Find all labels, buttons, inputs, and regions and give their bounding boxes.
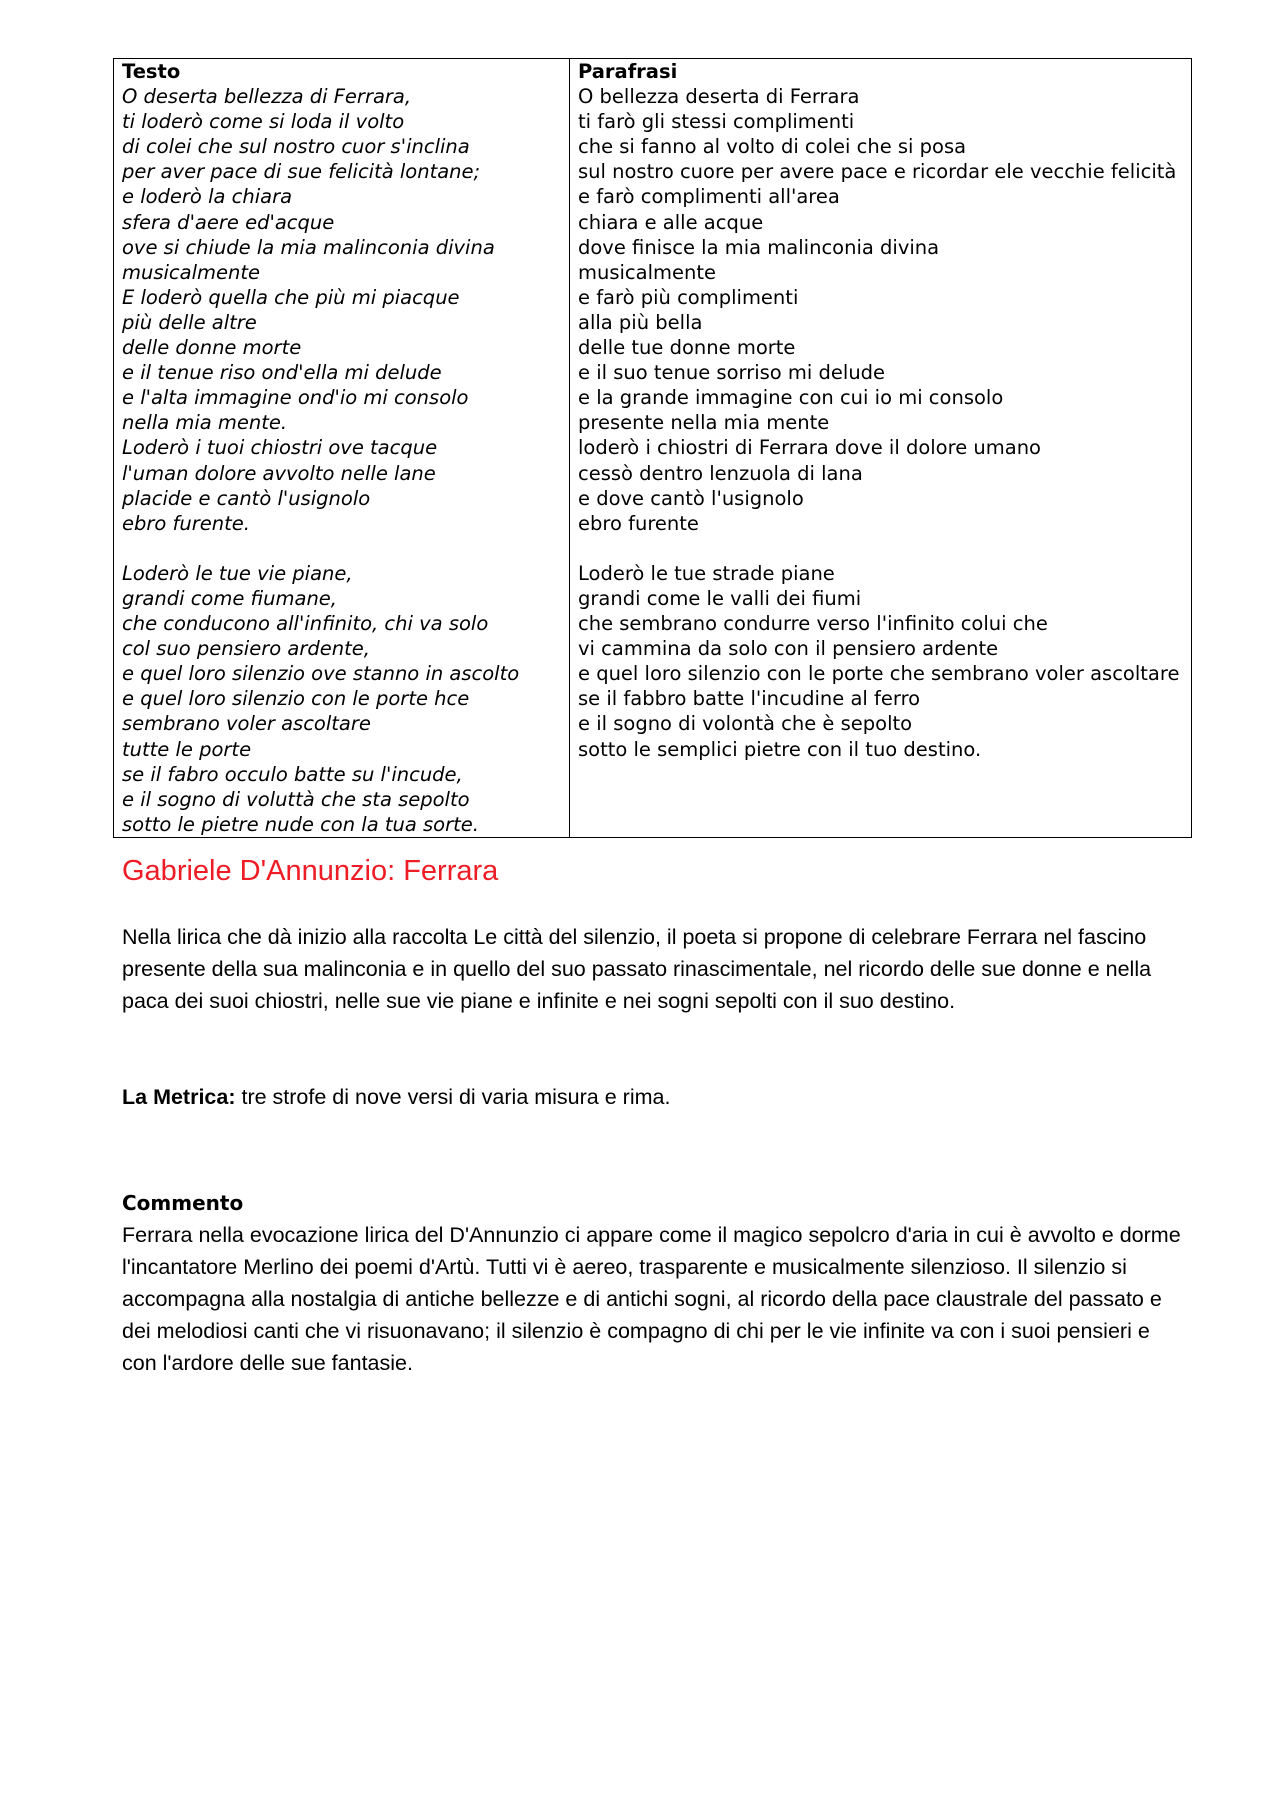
verse-line: E loderò quella che più mi piacque (122, 285, 460, 309)
verse-line: col suo pensiero ardente, (122, 637, 370, 661)
verse-line: Loderò le tue strade piane (578, 561, 835, 585)
verse-line: e quel loro silenzio con le porte hce (122, 687, 470, 711)
verse-line: ti loderò come si loda il volto (122, 110, 405, 134)
verse-line: Loderò le tue vie piane, (122, 561, 353, 585)
verse-line: placide e cantò l'usignolo (122, 486, 371, 510)
verse-line: cessò dentro lenzuola di lana (578, 461, 863, 485)
testo-column (114, 59, 570, 838)
parafrasi-lines (578, 84, 1184, 762)
verse-line: e dove cantò l'usignolo (578, 486, 804, 510)
commento-heading: Commento (122, 1191, 244, 1215)
verse-line: presente nella mia mente (578, 411, 830, 435)
parafrasi-header: Parafrasi (578, 60, 678, 83)
verse-line: O bellezza deserta di Ferrara (578, 85, 860, 109)
verse-line: e loderò la chiara (122, 185, 293, 209)
verse-line: delle donne morte (122, 336, 302, 360)
metrica-paragraph (122, 1081, 1182, 1113)
verse-line: nella mia mente. (122, 411, 288, 435)
verse-line: Loderò i tuoi chiostri ove tacque (122, 436, 438, 460)
verse-line: che si fanno al volto di colei che si posa (578, 135, 967, 159)
verse-line: e quel loro silenzio ove stanno in ascolto (122, 662, 520, 686)
metrica-label: La Metrica: (122, 1085, 236, 1109)
poem-table (113, 58, 1192, 838)
poem-table-row (114, 59, 1192, 838)
verse-line: sotto le semplici pietre con il tuo destino. (578, 737, 982, 761)
verse-line: ebro furente (578, 511, 699, 535)
verse-line: musicalmente (578, 260, 717, 284)
verse-line: di colei che sul nostro cuor s'inclina (122, 135, 470, 159)
verse-line: delle tue donne morte (578, 336, 796, 360)
verse-line: dove finisce la mia malinconia divina (578, 235, 940, 259)
verse-line: alla più bella (578, 310, 703, 334)
verse-line: ti farò gli stessi complimenti (578, 110, 855, 134)
verse-line: e farò più complimenti (578, 285, 799, 309)
verse-line: per aver pace di sue felicità lontane; (122, 160, 481, 184)
verse-line: musicalmente (122, 260, 261, 284)
verse-line: grandi come fiumane, (122, 586, 337, 610)
verse-line: vi cammina da solo con il pensiero ardente (578, 637, 999, 661)
verse-line: tutte le porte (122, 737, 252, 761)
verse-line: più delle altre (122, 310, 257, 334)
testo-header: Testo (122, 60, 181, 83)
verse-line: sembrano voler ascoltare (122, 712, 371, 736)
verse-line: chiara e alle acque (578, 210, 764, 234)
verse-line: sotto le pietre nude con la tua sorte. (122, 812, 479, 836)
intro-paragraph: Nella lirica che dà inizio alla raccolta Le città del silenzio, il poeta si propone di celebrare Ferrara nel fascino presente della sua malinconia e in quello del suo passato rinascimentale, nel ricordo delle sue donne e nella paca dei suoi chiostri, nelle sue vie piane e infinite e nei sogni sepolti con il suo destino. (122, 925, 1152, 1013)
verse-line: che sembrano condurre verso l'infinito colui che (578, 612, 1048, 636)
document-title: Gabriele D'Annunzio: Ferrara (122, 855, 499, 887)
blank-line (578, 536, 1184, 561)
verse-line: e farò complimenti all'area (578, 185, 840, 209)
verse-line: ebro furente. (122, 511, 250, 535)
verse-line: e quel loro silenzio con le porte che sembrano voler ascoltare (578, 662, 1180, 686)
verse-line: e la grande immagine con cui io mi consolo (578, 386, 1004, 410)
verse-line: e il sogno di voluttà che sta sepolto (122, 787, 470, 811)
verse-line: grandi come le valli dei fiumi (578, 586, 862, 610)
parafrasi-column (570, 59, 1192, 838)
verse-line: e il sogno di volontà che è sepolto (578, 712, 913, 736)
verse-line: O deserta bellezza di Ferrara, (122, 85, 412, 109)
verse-line: e il tenue riso ond'ella mi delude (122, 361, 442, 385)
verse-line: e l'alta immagine ond'io mi consolo (122, 386, 469, 410)
verse-line: ove si chiude la mia malinconia divina (122, 235, 495, 259)
commento-paragraph: Ferrara nella evocazione lirica del D'Annunzio ci appare come il magico sepolcro d'aria in cui è avvolto e dorme l'incantatore Merlino dei poemi d'Artù. Tutti vi è aereo, trasparente e musicalmente silenzioso. Il silenzio si accompagna alla nostalgia di antiche bellezze e di antichi sogni, al ricordo della pace claustrale del passato e dei melodiosi canti che vi risuonavano; il silenzio è compagno di chi per le vie infinite va con i suoi pensieri e con l'ardore delle sue fantasie. (122, 1223, 1181, 1375)
blank-line (122, 536, 562, 561)
verse-line: se il fabbro batte l'incudine al ferro (578, 687, 921, 711)
verse-line: sul nostro cuore per avere pace e ricordar ele vecchie felicità (578, 160, 1177, 184)
verse-line: se il fabro occulo batte su l'incude, (122, 762, 463, 786)
verse-line: e il suo tenue sorriso mi delude (578, 361, 886, 385)
verse-line: loderò i chiostri di Ferrara dove il dolore umano (578, 436, 1041, 460)
verse-line: sfera d'aere ed'acque (122, 210, 335, 234)
metrica-text: tre strofe di nove versi di varia misura e rima. (235, 1085, 671, 1109)
verse-line: l'uman dolore avvolto nelle lane (122, 461, 436, 485)
testo-lines (122, 84, 562, 837)
verse-line: che conducono all'infinito, chi va solo (122, 612, 489, 636)
